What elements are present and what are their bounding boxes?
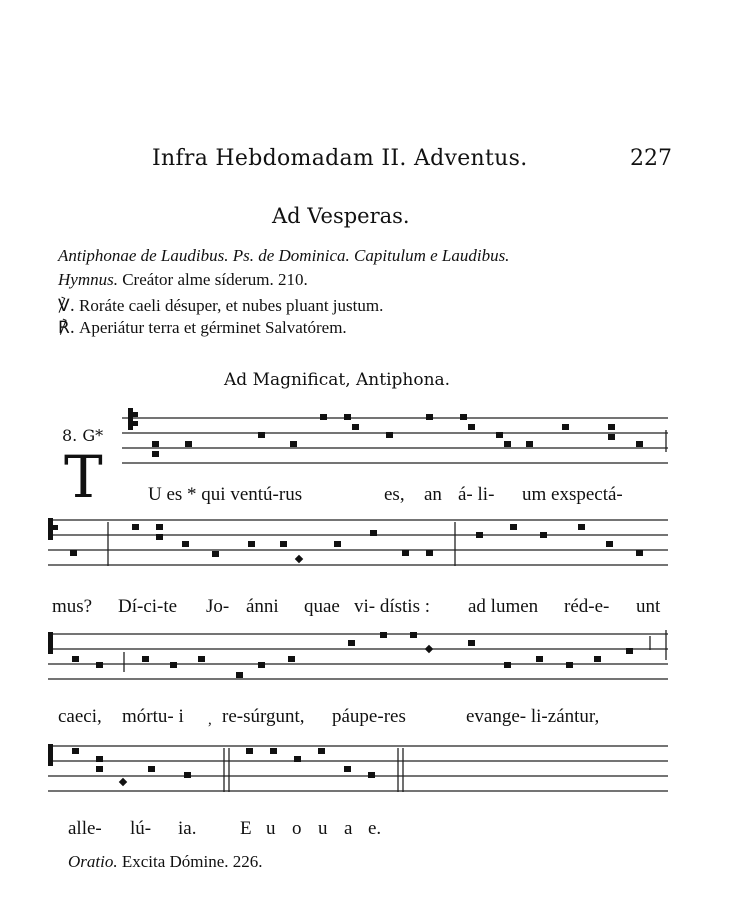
lyric-line-2-a: mus? bbox=[52, 596, 93, 617]
section-title: Ad Vesperas. bbox=[272, 204, 410, 228]
staff-4 bbox=[48, 744, 668, 792]
rubric-antiphons: Antiphonae de Laudibus. Ps. de Dominica. Capitulum e Laudibus. bbox=[58, 246, 510, 265]
versicle-symbol: ℣. bbox=[58, 296, 76, 316]
response-text: Aperiátur terra et gérminet Salvatórem. bbox=[79, 318, 347, 337]
hymn-label: Hymnus. bbox=[58, 270, 118, 289]
lyric-line-4-b: lú- bbox=[130, 818, 152, 839]
lyric-line-4-h: a bbox=[344, 818, 353, 839]
lyric-line-1-c: an bbox=[424, 484, 442, 505]
c-clef-icon bbox=[48, 744, 53, 766]
lyric-line-3-e: evange- li-zántur, bbox=[466, 706, 600, 727]
mode-indicator: 8. G* bbox=[62, 426, 104, 445]
lyric-line-2-d: ánni bbox=[246, 596, 279, 617]
c-clef-icon bbox=[128, 408, 133, 430]
lyric-line-4-e: u bbox=[266, 818, 276, 839]
lyric-line-1-b: es, bbox=[384, 484, 405, 505]
lyric-line-4-f: o bbox=[292, 818, 302, 839]
versicle-text: Roráte caeli désuper, et nubes pluant justum. bbox=[79, 296, 384, 315]
lyric-line-2-e: quae bbox=[304, 596, 340, 617]
lyric-line-2-g: ad lumen bbox=[468, 596, 539, 617]
staff-3 bbox=[48, 630, 668, 679]
lyric-line-4-c: ia. bbox=[178, 818, 197, 839]
lyric-line-4-i: e. bbox=[368, 818, 382, 839]
lyric-line-1-a: U es * qui ventú-rus bbox=[148, 484, 303, 505]
lyric-line-4-d: E bbox=[240, 818, 252, 839]
lyric-line-3-a: caeci, bbox=[58, 706, 102, 727]
staff-1 bbox=[122, 408, 668, 463]
initial-letter: T bbox=[64, 443, 103, 511]
c-clef-icon bbox=[48, 632, 53, 654]
oratio-text: Excita Dómine. 226. bbox=[117, 852, 263, 871]
lyric-line-4-a: alle- bbox=[68, 818, 102, 839]
page-number: 227 bbox=[630, 146, 672, 171]
hymn-text: Creátor alme síderum. 210. bbox=[117, 270, 308, 289]
lyric-line-3-d: páupe-res bbox=[332, 706, 406, 727]
lyric-line-1-d: á- li- bbox=[458, 484, 495, 505]
response-symbol: ℟. bbox=[58, 318, 76, 338]
lyric-line-3-comma: , bbox=[208, 712, 212, 728]
page-header-title: Infra Hebdomadam II. Adventus. bbox=[152, 146, 528, 171]
lyric-line-2-f: vi- dístis : bbox=[354, 596, 431, 617]
lyric-line-2-c: Jo- bbox=[206, 596, 230, 617]
oratio-line bbox=[68, 852, 263, 872]
c-clef-icon bbox=[48, 518, 53, 540]
lyric-line-2-h: réd-e- bbox=[564, 596, 610, 617]
staff-2 bbox=[48, 518, 668, 566]
lyric-line-3-c: re-súrgunt, bbox=[222, 706, 305, 727]
antiphon-title: Ad Magnificat, Antiphona. bbox=[224, 370, 451, 390]
oratio-label: Oratio. bbox=[68, 852, 118, 871]
lyric-line-3-b: mórtu- i bbox=[122, 706, 184, 727]
lyric-line-2-b: Dí-ci-te bbox=[118, 596, 178, 617]
lyric-line-2-i: unt bbox=[636, 596, 661, 617]
lyric-line-4-g: u bbox=[318, 818, 328, 839]
lyric-line-1-e: um exspectá- bbox=[522, 484, 623, 505]
